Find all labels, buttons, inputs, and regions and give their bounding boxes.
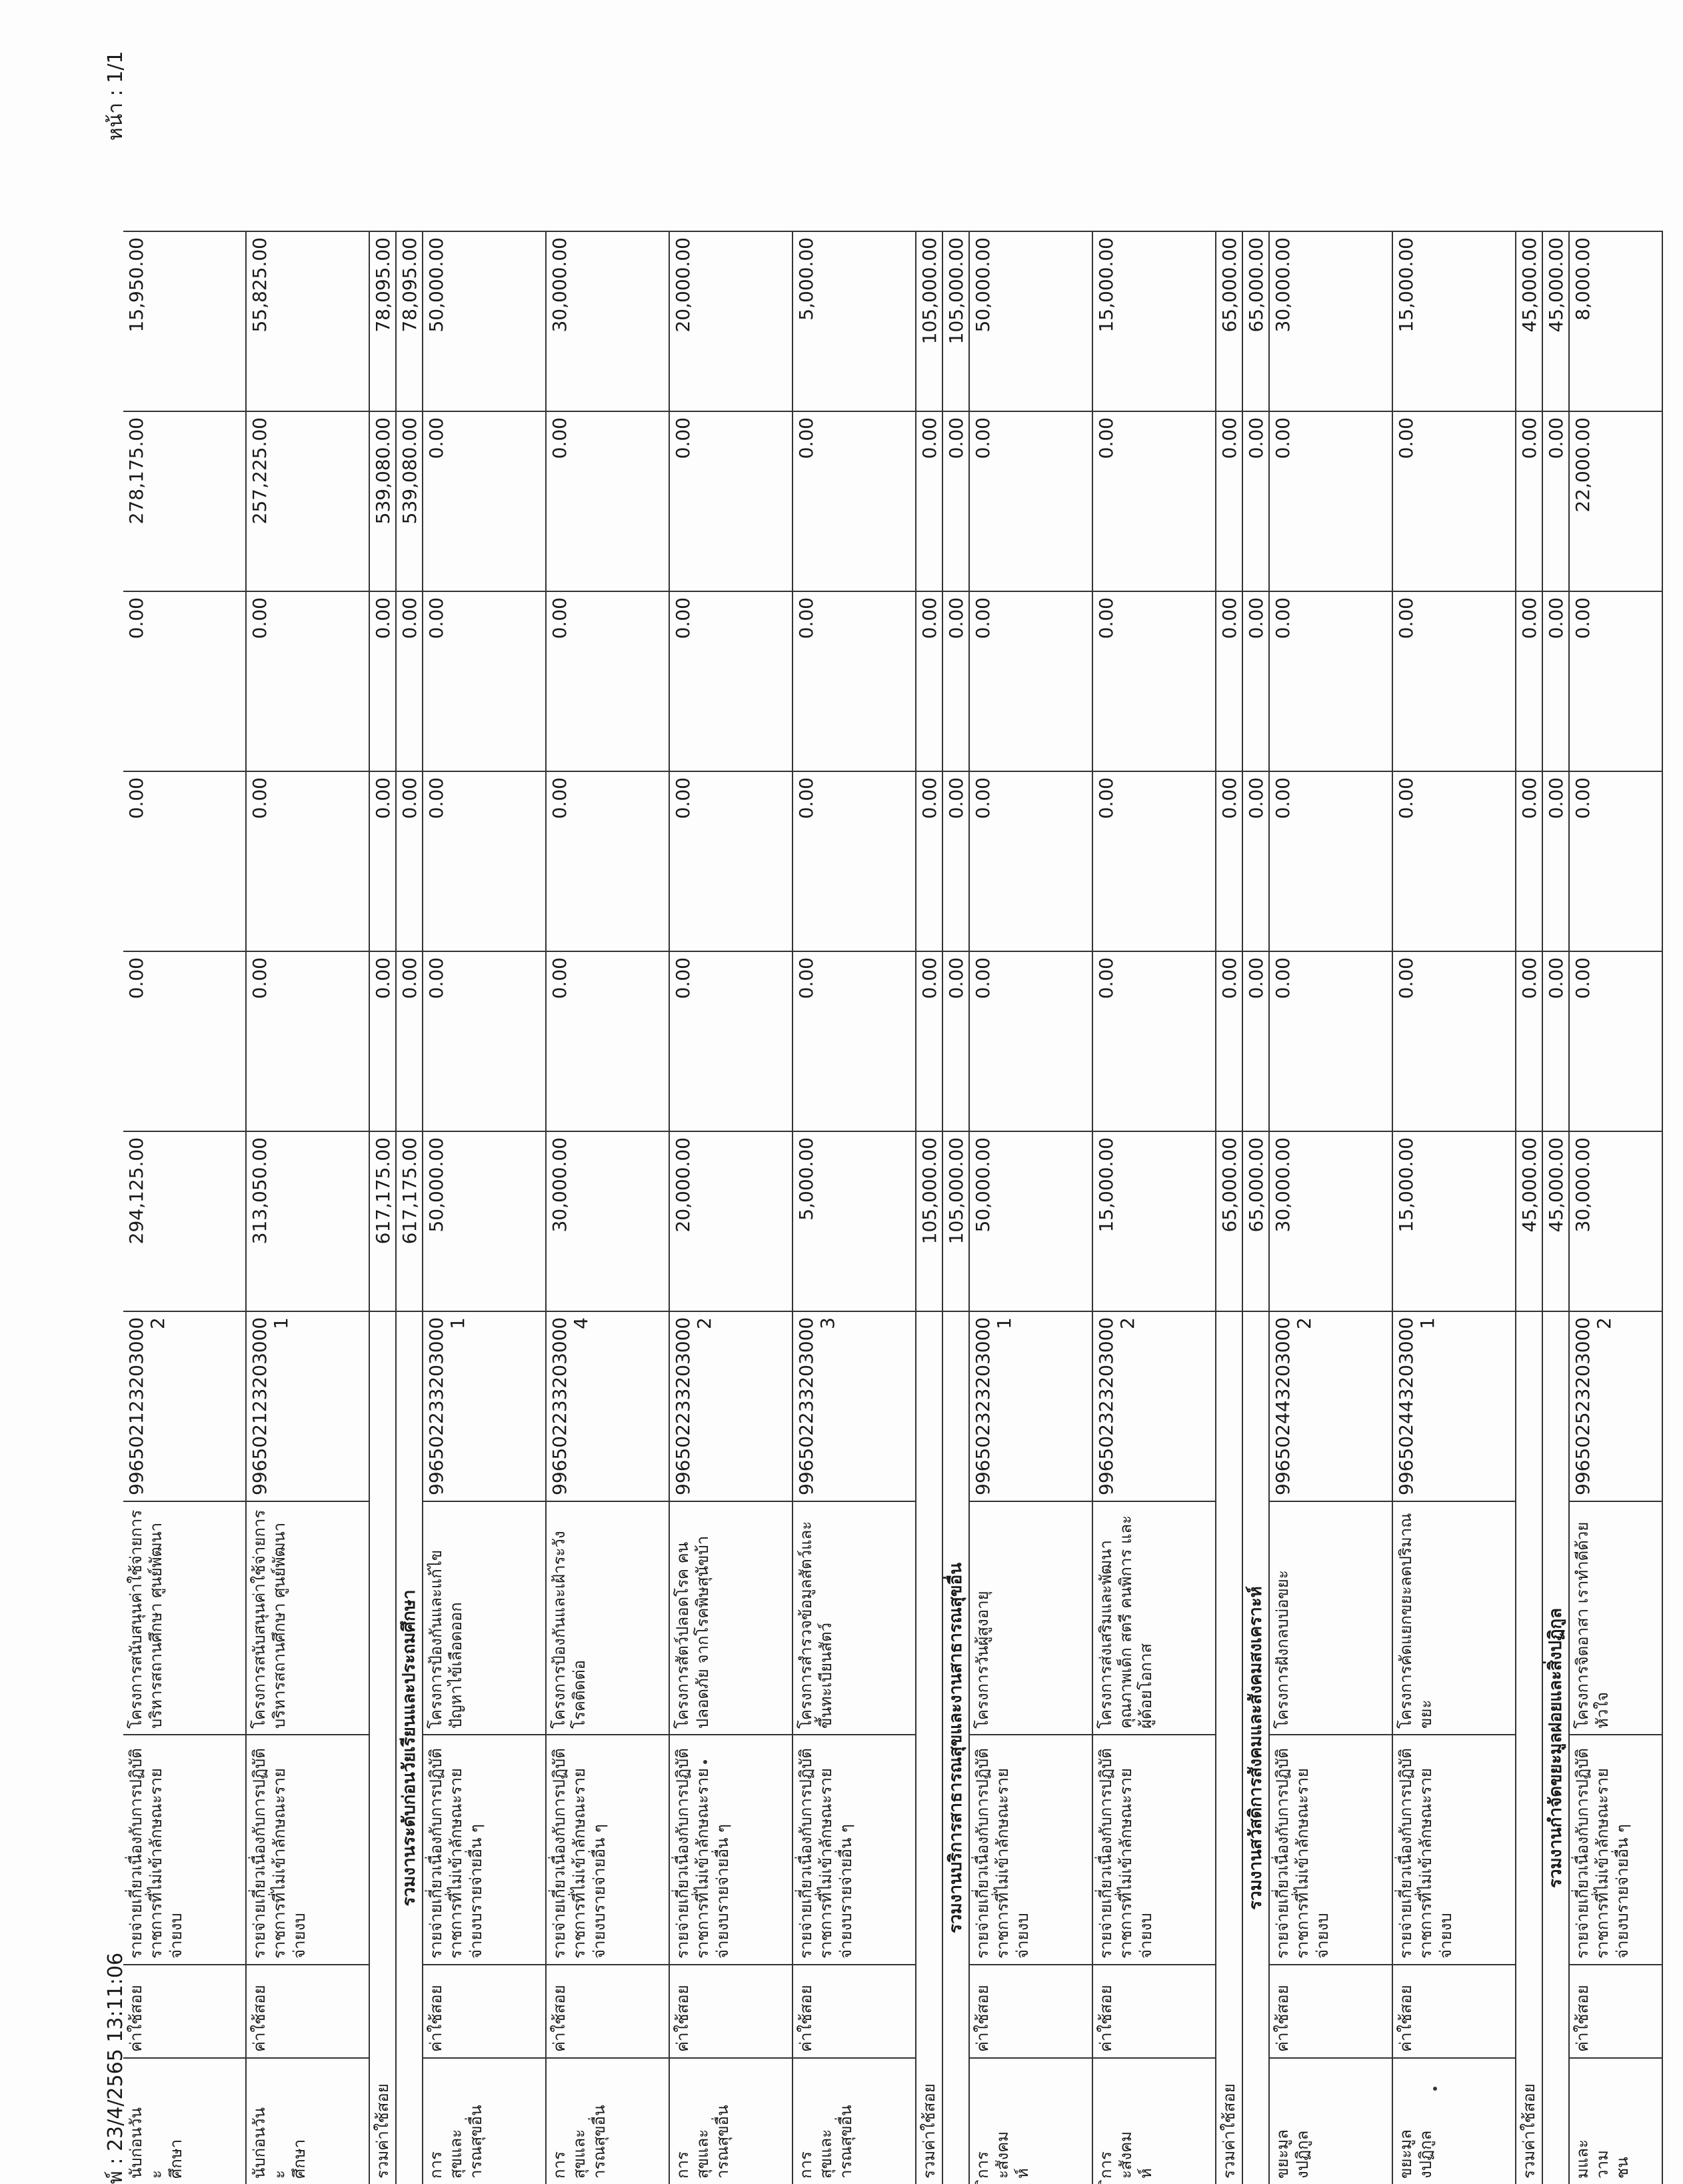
c3-cell: 0.00 [943, 771, 968, 951]
c1-cell: 50,000.00 [423, 1131, 545, 1311]
c6-cell: 105,000.00 [943, 231, 968, 411]
c6-cell: 45,000.00 [1516, 231, 1542, 411]
c4-cell: 0.00 [370, 591, 395, 771]
c2-cell: 0.00 [670, 951, 792, 1131]
type-cell: ค่าใช้สอย [1093, 1964, 1215, 2057]
c1-cell: 313,050.00 [247, 1131, 369, 1311]
c6-cell: 65,000.00 [1243, 231, 1268, 411]
c3-cell: 0.00 [1516, 771, 1542, 951]
project-cell: โครงการวันผู้สูงอายุ [970, 1501, 1092, 1734]
c3-cell: 0.00 [1393, 771, 1515, 951]
group-cell: มและ วาม ชน [1570, 2057, 1662, 2184]
group-cell: การ สุขและ ารณสุขอื่น [423, 2057, 545, 2184]
c3-cell: 0.00 [1543, 771, 1568, 951]
c4-cell: 0.00 [1243, 591, 1268, 771]
c6-cell: 78,095.00 [397, 231, 422, 411]
project-cell: โครงการสนับสนุนค่าใช้จ่ายการบริหารสถานศึกษา ศูนย์พัฒนา [247, 1501, 369, 1734]
c3-cell: 0.00 [1216, 771, 1242, 951]
c5-cell: 539,080.00 [370, 411, 395, 591]
type-cell: ค่าใช้สอย [793, 1964, 915, 2057]
c5-cell: 0.00 [1093, 411, 1215, 591]
section-total-row [943, 231, 970, 2184]
type-cell: ค่าใช้สอย [670, 1964, 792, 2057]
category-cell: รายจ่ายเกี่ยวเนื่องกับการปฏิบัติราชการที่ไม่เข้าลักษณะรายจ่ายงบ [247, 1734, 369, 1964]
c5-cell: 0.00 [1216, 411, 1242, 591]
c5-cell: 0.00 [1393, 411, 1515, 591]
c6-cell: 30,000.00 [1270, 231, 1392, 411]
c4-cell: 0.00 [423, 591, 545, 771]
c5-cell: 0.00 [916, 411, 942, 591]
project-cell: โครงการจิตอาสา เราทำดีด้วยหัวใจ [1570, 1501, 1662, 1734]
c3-cell: 0.00 [1570, 771, 1662, 951]
c6-cell: 20,000.00 [670, 231, 792, 411]
type-cell: ค่าใช้สอย [247, 1964, 369, 2057]
group-cell: ิการ ะสังคม ห์ [970, 2057, 1092, 2184]
c1-cell: 15,000.00 [1393, 1131, 1515, 1311]
print-datetime: พ์ : 23/4/2565 13:11:06 [104, 1952, 127, 2184]
label-cell: รวมค่าใช้สอย [370, 1311, 395, 2184]
category-cell: รายจ่ายเกี่ยวเนื่องกับการปฏิบัติราชการที่ไม่เข้าลักษณะรายจ่ายงบรายจ่ายอื่น ๆ [670, 1734, 792, 1964]
c6-cell: 15,000.00 [1093, 231, 1215, 411]
c2-cell: 0.00 [1243, 951, 1268, 1131]
c2-cell: 0.00 [1270, 951, 1392, 1131]
group-cell: การ สุขและ ารณสุขอื่น [670, 2057, 792, 2184]
c1-cell: 65,000.00 [1243, 1131, 1268, 1311]
c3-cell: 0.00 [793, 771, 915, 951]
c6-cell: 105,000.00 [916, 231, 942, 411]
c3-cell: 0.00 [547, 771, 669, 951]
c5-cell: 0.00 [1270, 411, 1392, 591]
table-row [1093, 231, 1216, 2184]
c3-cell: 0.00 [916, 771, 942, 951]
table-row [670, 231, 793, 2184]
table-row [247, 231, 370, 2184]
c2-cell: 0.00 [370, 951, 395, 1131]
c4-cell: 0.00 [670, 591, 792, 771]
c1-cell: 5,000.00 [793, 1131, 915, 1311]
c5-cell: 0.00 [1543, 411, 1568, 591]
c3-cell: 0.00 [123, 771, 245, 951]
c2-cell: 0.00 [1393, 951, 1515, 1131]
c5-cell: 278,175.00 [123, 411, 245, 591]
c6-cell: 65,000.00 [1216, 231, 1242, 411]
budget-table [123, 231, 1663, 2184]
c2-cell: 0.00 [547, 951, 669, 1131]
c5-cell: 0.00 [970, 411, 1092, 591]
c6-cell: 55,825.00 [247, 231, 369, 411]
c6-cell: 15,950.00 [123, 231, 245, 411]
c4-cell: 0.00 [397, 591, 422, 771]
c3-cell: 0.00 [397, 771, 422, 951]
c1-cell: 105,000.00 [943, 1131, 968, 1311]
c1-cell: 617,175.00 [370, 1131, 395, 1311]
page-number: หน้า : 1/1 [104, 51, 127, 141]
project-cell: โครงการส่งเสริมและพัฒนาคุณภาพเด็ก สตรี คนพิการ และผู้ด้อยโอกาส [1093, 1501, 1215, 1734]
label-cell: รวมงานระดับก่อนวัยเรียนและประถมศึกษา [397, 1311, 422, 2184]
project-cell: โครงการสำรวจข้อมูลสัตว์และขึ้นทะเบียนสัตว์ [793, 1501, 915, 1734]
subtotal-row [1516, 231, 1543, 2184]
c4-cell: 0.00 [943, 591, 968, 771]
c3-cell: 0.00 [670, 771, 792, 951]
table-row [423, 231, 547, 2184]
type-cell: ค่าใช้สอย [123, 1964, 245, 2057]
c2-cell: 0.00 [247, 951, 369, 1131]
c2-cell: 0.00 [916, 951, 942, 1131]
c5-cell: 539,080.00 [397, 411, 422, 591]
c4-cell: 0.00 [970, 591, 1092, 771]
c4-cell: 0.00 [1570, 591, 1662, 771]
c2-cell: 0.00 [970, 951, 1092, 1131]
section-total-row [1543, 231, 1570, 2184]
type-cell: ค่าใช้สอย [547, 1964, 669, 2057]
c2-cell: 0.00 [1216, 951, 1242, 1131]
code-cell: 996502123203000 1 [247, 1311, 369, 1501]
label-cell: รวมค่าใช้สอย [1216, 1311, 1242, 2184]
c4-cell: 0.00 [547, 591, 669, 771]
type-cell: ค่าใช้สอย [423, 1964, 545, 2057]
subtotal-row [916, 231, 943, 2184]
code-cell: 996502233203000 3 [793, 1311, 915, 1501]
c1-cell: 50,000.00 [970, 1131, 1092, 1311]
c5-cell: 0.00 [1243, 411, 1268, 591]
c3-cell: 0.00 [423, 771, 545, 951]
c2-cell: 0.00 [943, 951, 968, 1131]
c2-cell: 0.00 [397, 951, 422, 1131]
group-cell: ขยะมูล งปฏิกูล [1270, 2057, 1392, 2184]
category-cell: รายจ่ายเกี่ยวเนื่องกับการปฏิบัติราชการที่ไม่เข้าลักษณะรายจ่ายงบรายจ่ายอื่น ๆ [793, 1734, 915, 1964]
c5-cell: 0.00 [423, 411, 545, 591]
c1-cell: 617,175.00 [397, 1131, 422, 1311]
group-cell: ขยะมูล งปฏิกูล [1393, 2057, 1515, 2184]
group-cell: นับก่อนวัน ะ ศึกษา [247, 2057, 369, 2184]
table-row [970, 231, 1093, 2184]
c5-cell: 0.00 [670, 411, 792, 591]
c5-cell: 257,225.00 [247, 411, 369, 591]
c4-cell: 0.00 [1393, 591, 1515, 771]
c1-cell: 294,125.00 [123, 1131, 245, 1311]
table-row [1570, 231, 1663, 2184]
c2-cell: 0.00 [793, 951, 915, 1131]
c2-cell: 0.00 [1093, 951, 1215, 1131]
label-cell: รวมค่าใช้สอย [916, 1311, 942, 2184]
c5-cell: 0.00 [943, 411, 968, 591]
project-cell: โครงการป้องกันและแก้ไขปัญหาไข้เลือดออก [423, 1501, 545, 1734]
c4-cell: 0.00 [247, 591, 369, 771]
c6-cell: 78,095.00 [370, 231, 395, 411]
c1-cell: 15,000.00 [1093, 1131, 1215, 1311]
category-cell: รายจ่ายเกี่ยวเนื่องกับการปฏิบัติราชการที่ไม่เข้าลักษณะรายจ่ายงบ [123, 1734, 245, 1964]
c4-cell: 0.00 [1516, 591, 1542, 771]
code-cell: 996502233203000 1 [423, 1311, 545, 1501]
type-cell: ค่าใช้สอย [1270, 1964, 1392, 2057]
c2-cell: 0.00 [123, 951, 245, 1131]
c3-cell: 0.00 [1270, 771, 1392, 951]
c1-cell: 20,000.00 [670, 1131, 792, 1311]
type-cell: ค่าใช้สอย [970, 1964, 1092, 2057]
table-row [793, 231, 916, 2184]
category-cell: รายจ่ายเกี่ยวเนื่องกับการปฏิบัติราชการที่ไม่เข้าลักษณะรายจ่ายงบรายจ่ายอื่น ๆ [1570, 1734, 1662, 1964]
type-cell: ค่าใช้สอย [1570, 1964, 1662, 2057]
speck-dot [703, 1760, 707, 1764]
c2-cell: 0.00 [1516, 951, 1542, 1131]
c6-cell: 50,000.00 [423, 231, 545, 411]
code-cell: 996502233203000 4 [547, 1311, 669, 1501]
c3-cell: 0.00 [1243, 771, 1268, 951]
section-total-row [397, 231, 423, 2184]
group-cell: การ สุขและ ารณสุขอื่น [793, 2057, 915, 2184]
category-cell: รายจ่ายเกี่ยวเนื่องกับการปฏิบัติราชการที่ไม่เข้าลักษณะรายจ่ายงบ [1270, 1734, 1392, 1964]
c4-cell: 0.00 [1216, 591, 1242, 771]
c4-cell: 0.00 [1543, 591, 1568, 771]
label-cell: รวมค่าใช้สอย [1516, 1311, 1542, 2184]
c1-cell: 105,000.00 [916, 1131, 942, 1311]
c3-cell: 0.00 [1093, 771, 1215, 951]
c6-cell: 30,000.00 [547, 231, 669, 411]
c1-cell: 65,000.00 [1216, 1131, 1242, 1311]
c1-cell: 45,000.00 [1516, 1131, 1542, 1311]
table-row [1393, 231, 1516, 2184]
table-row [1270, 231, 1393, 2184]
subtotal-row [1216, 231, 1243, 2184]
project-cell: โครงการสัตว์ปลอดโรค คนปลอดภัย จากโรคพิษสุนัขบ้า [670, 1501, 792, 1734]
label-cell: รวมงานกำจัดขยะมูลฝอยและสิ่งปฏิกูล [1543, 1311, 1568, 2184]
code-cell: 996502323203000 2 [1093, 1311, 1215, 1501]
code-cell: 996502523203000 2 [1570, 1311, 1662, 1501]
code-cell: 996502443203000 2 [1270, 1311, 1392, 1501]
c4-cell: 0.00 [793, 591, 915, 771]
category-cell: รายจ่ายเกี่ยวเนื่องกับการปฏิบัติราชการที่ไม่เข้าลักษณะรายจ่ายงบ [1393, 1734, 1515, 1964]
group-cell: การ สุขและ ารณสุขอื่น [547, 2057, 669, 2184]
category-cell: รายจ่ายเกี่ยวเนื่องกับการปฏิบัติราชการที่ไม่เข้าลักษณะรายจ่ายงบรายจ่ายอื่น ๆ [423, 1734, 545, 1964]
type-cell: ค่าใช้สอย [1393, 1964, 1515, 2057]
c4-cell: 0.00 [916, 591, 942, 771]
group-cell: นับก่อนวัน ะ ศึกษา [123, 2057, 245, 2184]
c6-cell: 8,000.00 [1570, 231, 1662, 411]
c5-cell: 0.00 [793, 411, 915, 591]
c5-cell: 0.00 [547, 411, 669, 591]
c4-cell: 0.00 [123, 591, 245, 771]
c2-cell: 0.00 [1570, 951, 1662, 1131]
c1-cell: 30,000.00 [1270, 1131, 1392, 1311]
category-cell: รายจ่ายเกี่ยวเนื่องกับการปฏิบัติราชการที่ไม่เข้าลักษณะรายจ่ายงบ [970, 1734, 1092, 1964]
c6-cell: 15,000.00 [1393, 231, 1515, 411]
table-row [547, 231, 670, 2184]
c2-cell: 0.00 [423, 951, 545, 1131]
c6-cell: 5,000.00 [793, 231, 915, 411]
speck-dot [1433, 2087, 1437, 2091]
label-cell: รวมงานบริการสาธารณสุขและงานสาธารณสุขอื่น [943, 1311, 968, 2184]
c2-cell: 0.00 [1543, 951, 1568, 1131]
c6-cell: 50,000.00 [970, 231, 1092, 411]
label-cell: รวมงานสวัสดิการสังคมและสังคมสงเคราะห์ [1243, 1311, 1268, 2184]
c6-cell: 45,000.00 [1543, 231, 1568, 411]
c4-cell: 0.00 [1270, 591, 1392, 771]
c5-cell: 22,000.00 [1570, 411, 1662, 591]
code-cell: 996502233203000 2 [670, 1311, 792, 1501]
c4-cell: 0.00 [1093, 591, 1215, 771]
subtotal-row [370, 231, 397, 2184]
c1-cell: 30,000.00 [547, 1131, 669, 1311]
section-total-row [1243, 231, 1270, 2184]
c5-cell: 0.00 [1516, 411, 1542, 591]
project-cell: โครงการสนับสนุนค่าใช้จ่ายการบริหารสถานศึกษา ศูนย์พัฒนา [123, 1501, 245, 1734]
project-cell: โครงการป้องกันและเฝ้าระวังโรคติดต่อ [547, 1501, 669, 1734]
project-cell: โครงการฝังกลบบ่อขยะ [1270, 1501, 1392, 1734]
c1-cell: 45,000.00 [1543, 1131, 1568, 1311]
code-cell: 996502443203000 1 [1393, 1311, 1515, 1501]
c3-cell: 0.00 [970, 771, 1092, 951]
project-cell: โครงการคัดแยกขยะลดปริมาณขยะ [1393, 1501, 1515, 1734]
group-cell: ิการ ะสังคม ห์ [1093, 2057, 1215, 2184]
code-cell: 996502123203000 2 [123, 1311, 245, 1501]
c3-cell: 0.00 [247, 771, 369, 951]
c3-cell: 0.00 [370, 771, 395, 951]
category-cell: รายจ่ายเกี่ยวเนื่องกับการปฏิบัติราชการที่ไม่เข้าลักษณะรายจ่ายงบรายจ่ายอื่น ๆ [547, 1734, 669, 1964]
code-cell: 996502323203000 1 [970, 1311, 1092, 1501]
c1-cell: 30,000.00 [1570, 1131, 1662, 1311]
category-cell: รายจ่ายเกี่ยวเนื่องกับการปฏิบัติราชการที่ไม่เข้าลักษณะรายจ่ายงบ [1093, 1734, 1215, 1964]
table-row [123, 231, 247, 2184]
